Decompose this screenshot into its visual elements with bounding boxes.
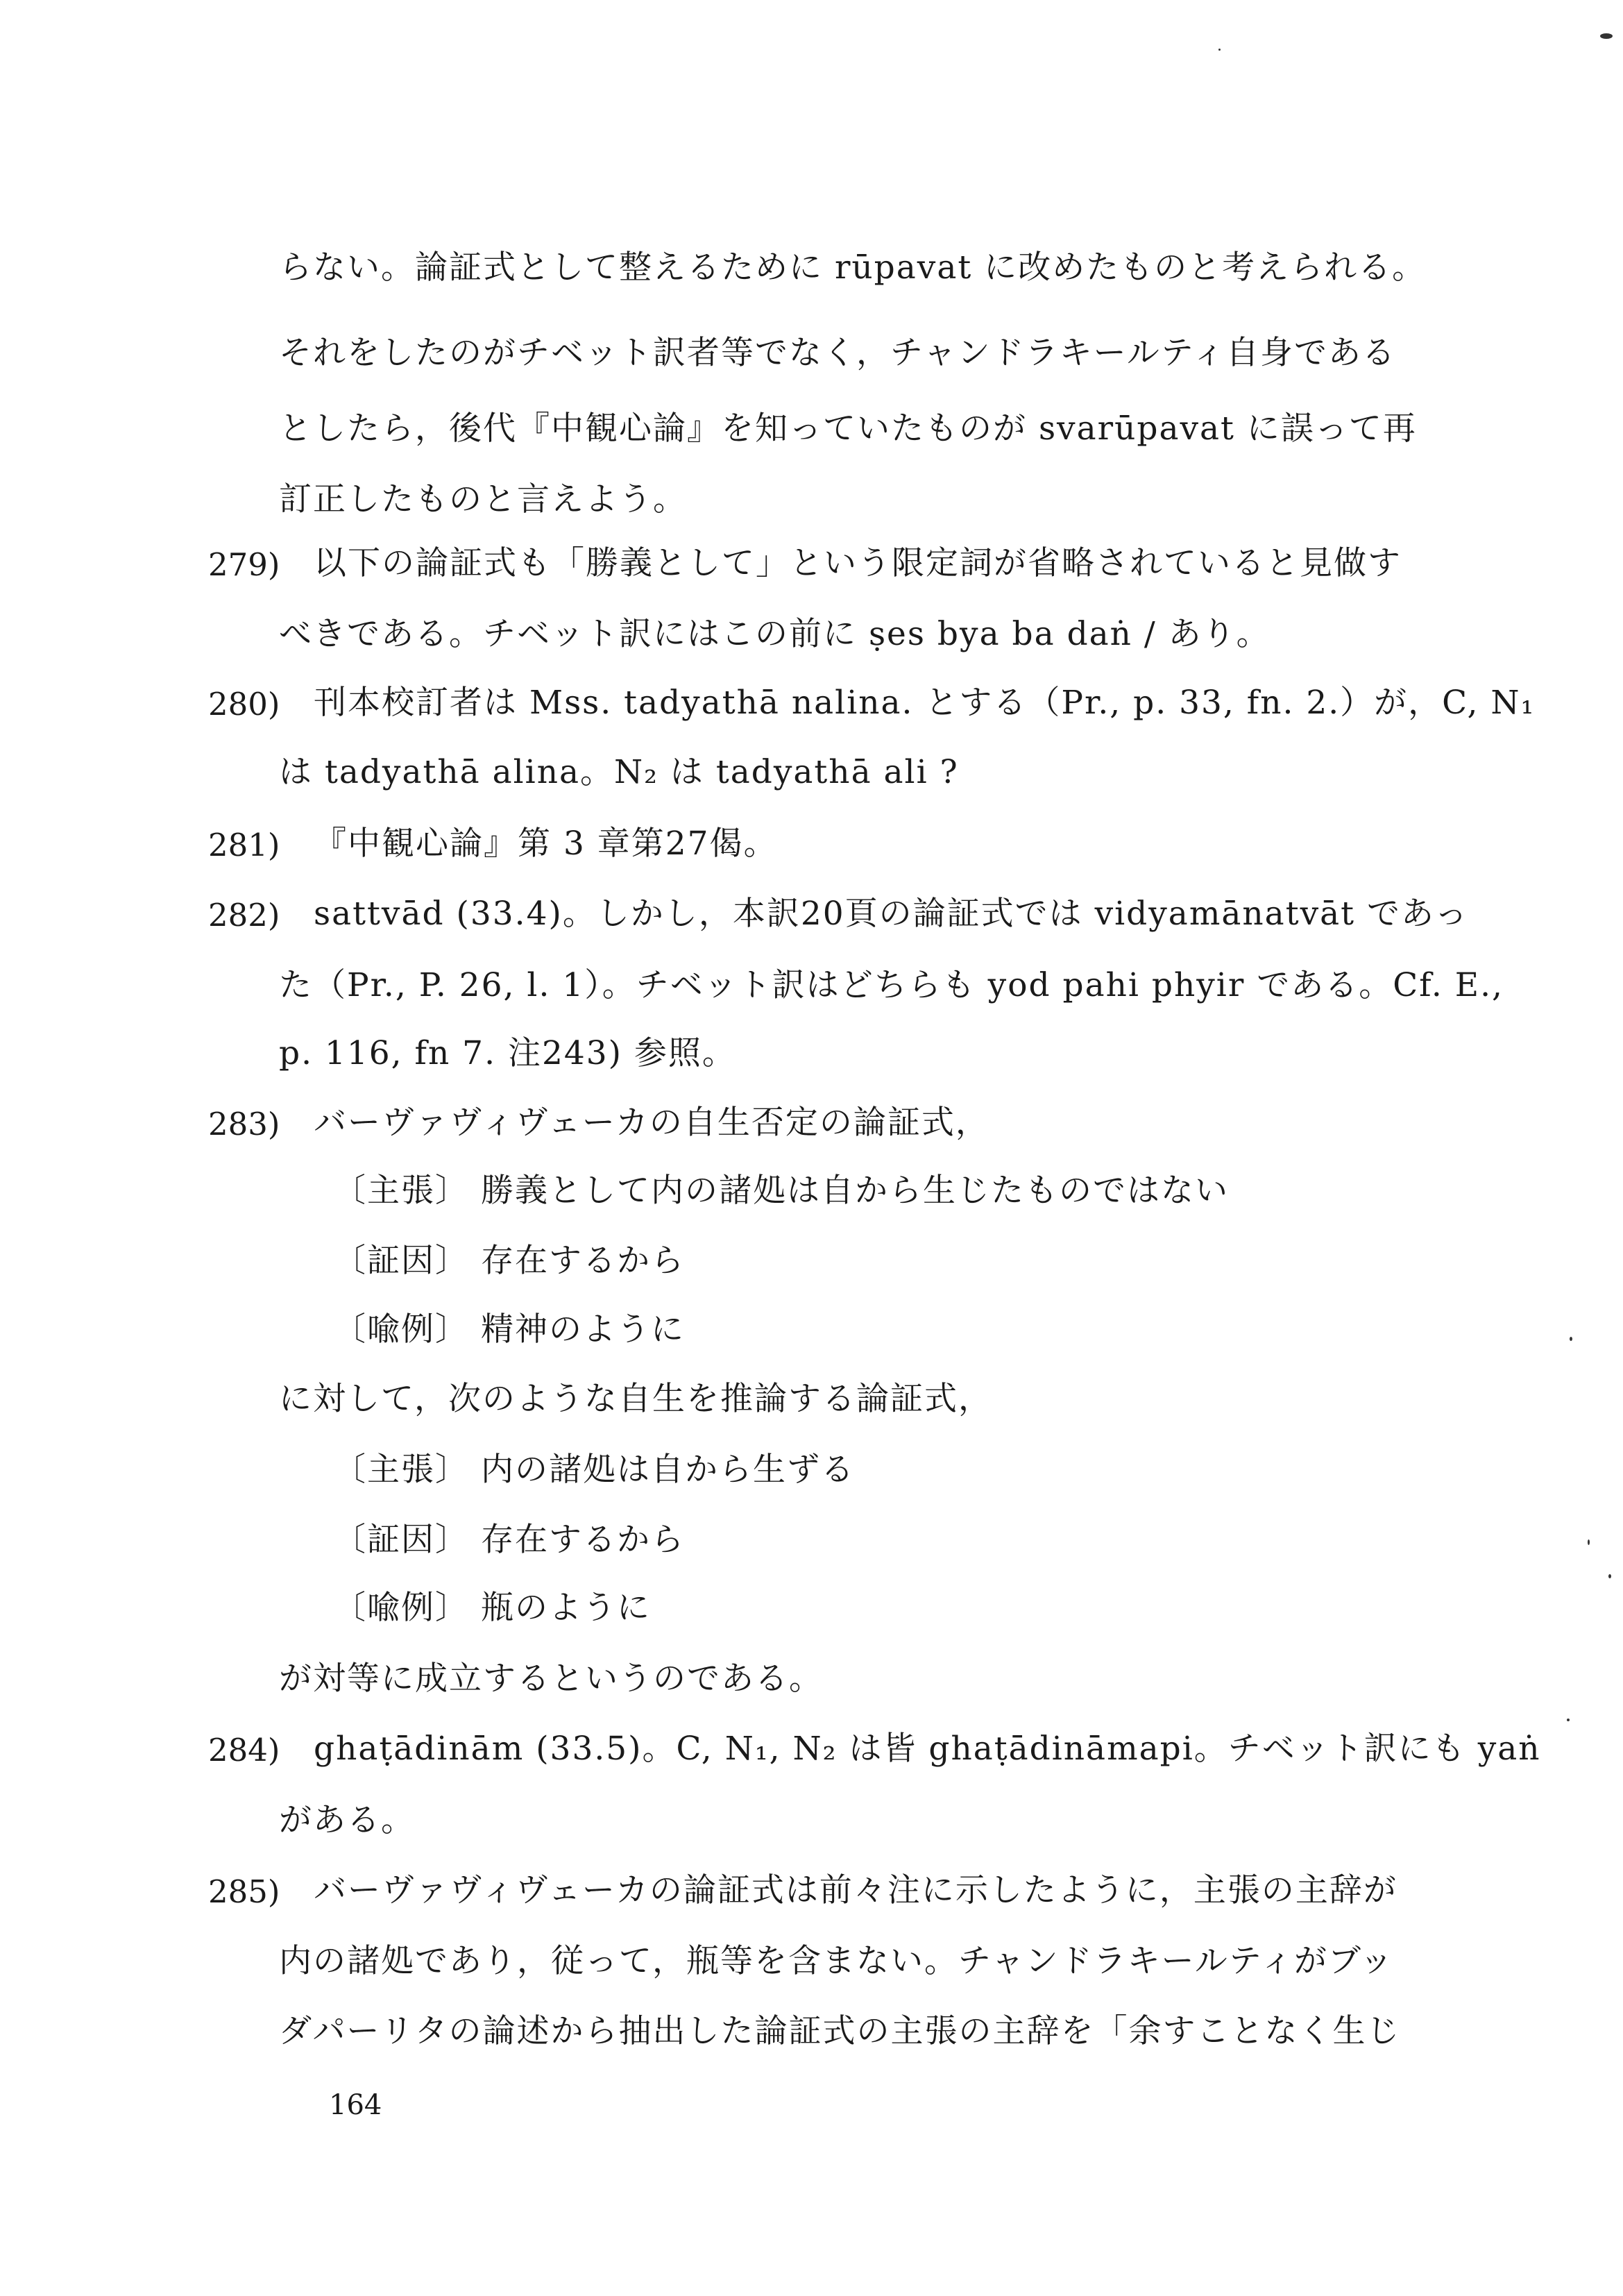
note-number: 285): [208, 1873, 280, 1910]
text-line: 以下の論証式も「勝義として」という限定詞が省略されていると見做す: [314, 544, 1402, 582]
text-line: に対して，次のような自生を推論する論証式，: [279, 1380, 993, 1418]
text-line: ダパーリタの論述から抽出した論証式の主張の主辞を「余すことなく生じ: [279, 2012, 1401, 2050]
scan-speck: [1218, 49, 1221, 51]
text-line: た（Pr., P. 26, l. 1）。チベット訳はどちらも yod pahi phyir である。Cf. E.,: [279, 966, 1504, 1004]
text-line: べきである。チベット訳にはこの前に ṣes bya ba daṅ / あり。: [279, 615, 1271, 653]
text-line: バーヴァヴィヴェーカの自生否定の論証式，: [314, 1104, 989, 1142]
note-number: 283): [208, 1106, 280, 1142]
scan-speck: [1588, 1539, 1590, 1545]
syllogism-line: 〔喩例〕 精神のように: [333, 1310, 685, 1349]
note-number: 280): [208, 686, 280, 723]
scan-speck: [1608, 1574, 1611, 1578]
text-line: が対等に成立するというのである。: [279, 1660, 823, 1698]
syllogism-line: 〔喩例〕 瓶のように: [333, 1589, 651, 1627]
syllogism-line: 〔主張〕 内の諸処は自から生ずる: [333, 1451, 855, 1489]
text-line: 刊本校訂者は Mss. tadyathā nalina. とする（Pr., p. 33, fn. 2.）が，C, N₁: [314, 684, 1536, 722]
scan-speck: [1567, 1719, 1570, 1721]
text-line: としたら，後代『中観心論』を知っていたものが svarūpavat に誤って再: [279, 410, 1417, 448]
note-number: 281): [208, 827, 280, 863]
text-line: 『中観心論』第 3 章第27偈。: [314, 825, 778, 863]
text-line: それをしたのがチベット訳者等でなく，チャンドラキールティ自身である: [279, 334, 1396, 372]
text-line: がある。: [279, 1801, 415, 1839]
syllogism-line: 〔証因〕 存在するから: [333, 1242, 685, 1280]
text-line: バーヴァヴィヴェーカの論証式は前々注に示したように，主張の主辞が: [314, 1871, 1397, 1909]
text-line: らない。論証式として整えるために rūpavat に改めたものと考えられる。: [279, 248, 1427, 287]
note-number: 279): [208, 546, 280, 583]
scan-speck: [1570, 1337, 1572, 1341]
syllogism-line: 〔主張〕 勝義として内の諸処は自から生じたものではない: [333, 1172, 1229, 1210]
text-line: は tadyathā alina。N₂ は tadyathā ali ?: [279, 753, 959, 791]
page-number: 164: [329, 2089, 382, 2121]
syllogism-line: 〔証因〕 存在するから: [333, 1521, 685, 1559]
text-line: ghaṭādinām (33.5)。C, N₁, N₂ は皆 ghaṭādināmapi。チベット訳にも yaṅ: [314, 1730, 1541, 1768]
text-line: sattvād (33.4)。しかし，本訳20頁の論証式では vidyamānatvāt であっ: [314, 895, 1469, 933]
text-line: 訂正したものと言えよう。: [279, 480, 687, 518]
note-number: 284): [208, 1732, 280, 1769]
note-number: 282): [208, 897, 280, 934]
text-line: p. 116, fn 7. 注243) 参照。: [279, 1034, 736, 1072]
scan-speck: [1600, 33, 1613, 39]
text-line: 内の諸処であり，従って，瓶等を含まない。チャンドラキールティがブッ: [279, 1942, 1394, 1980]
